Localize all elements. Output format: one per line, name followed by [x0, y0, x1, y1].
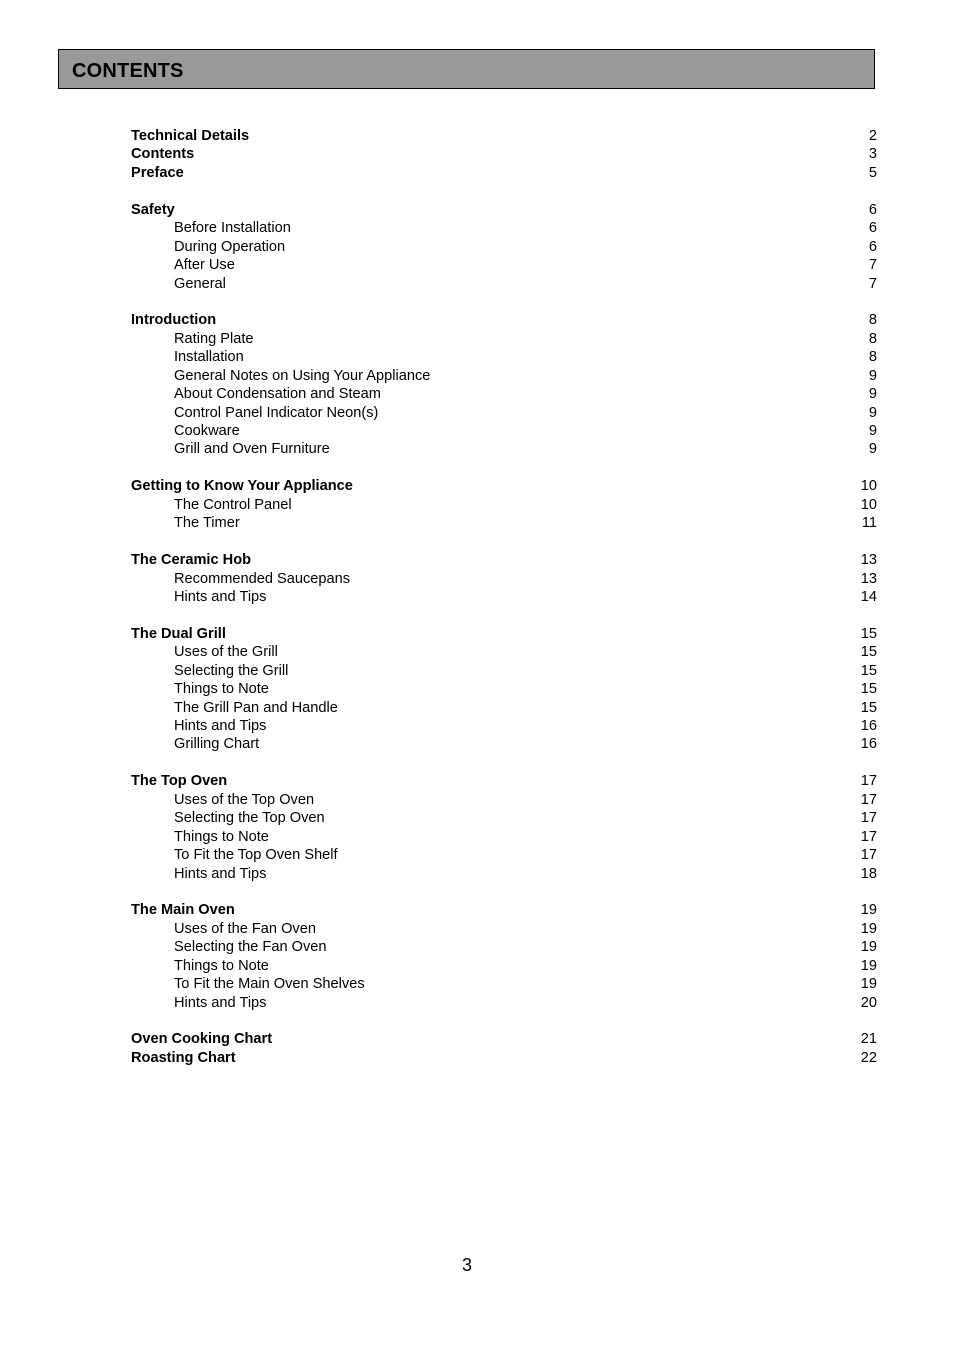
toc-entry-page: 15	[860, 625, 877, 642]
toc-entry-label: After Use	[174, 257, 235, 274]
toc-section-entry[interactable]	[131, 901, 877, 919]
toc-entry-label: Installation	[174, 349, 244, 366]
toc-subsection-entry[interactable]	[131, 496, 877, 514]
toc-entry-label: Oven Cooking Chart	[131, 1031, 273, 1048]
toc-section-entry[interactable]	[131, 477, 877, 495]
toc-entry-label: To Fit the Main Oven Shelves	[174, 976, 365, 993]
toc-subsection-entry[interactable]	[131, 404, 877, 422]
toc-entry-page: 7	[868, 257, 877, 274]
toc-section-gap	[131, 754, 877, 772]
toc-entry-page: 18	[860, 865, 877, 882]
toc-entry-page: 16	[860, 718, 877, 734]
toc-entry-label: Selecting the Grill	[174, 662, 289, 679]
toc-entry-label: Selecting the Fan Oven	[174, 939, 327, 956]
toc-entry-label: About Condensation and Steam	[174, 386, 381, 403]
toc-subsection-entry[interactable]	[131, 735, 877, 753]
toc-entry-page: 15	[860, 699, 877, 716]
toc-subsection-entry[interactable]	[131, 275, 877, 293]
toc-subsection-entry[interactable]	[131, 256, 877, 274]
toc-entry-page: 17	[860, 810, 877, 827]
toc-subsection-entry[interactable]	[131, 422, 877, 440]
table-of-contents	[131, 127, 877, 1067]
toc-entry-page: 9	[868, 423, 877, 439]
toc-section-gap	[131, 293, 877, 311]
toc-entry-label: Grill and Oven Furniture	[174, 441, 330, 458]
toc-subsection-entry[interactable]	[131, 662, 877, 680]
toc-subsection-entry[interactable]	[131, 865, 877, 883]
toc-entry-page: 13	[860, 570, 877, 587]
toc-entry-page: 17	[860, 791, 877, 808]
toc-subsection-entry[interactable]	[131, 809, 877, 827]
toc-subsection-entry[interactable]	[131, 588, 877, 606]
toc-entry-label: Things to Note	[174, 681, 269, 698]
toc-subsection-entry[interactable]	[131, 920, 877, 938]
toc-section-gap	[131, 883, 877, 901]
toc-subsection-entry[interactable]	[131, 957, 877, 975]
toc-entry-label: Rating Plate	[174, 330, 254, 347]
toc-entry-page: 9	[868, 367, 877, 384]
page-title: CONTENTS	[72, 60, 184, 82]
toc-subsection-entry[interactable]	[131, 385, 877, 403]
toc-entry-page: 11	[861, 515, 877, 532]
toc-entry-page: 8	[868, 330, 877, 347]
toc-entry-page: 19	[860, 920, 877, 937]
toc-entry-page: 19	[860, 957, 877, 974]
toc-entry-page: 19	[860, 902, 877, 919]
toc-subsection-entry[interactable]	[131, 440, 877, 458]
toc-entry-label: Safety	[131, 201, 175, 218]
toc-entry-label: The Ceramic Hob	[131, 552, 252, 569]
toc-subsection-entry[interactable]	[131, 938, 877, 956]
toc-section-entry[interactable]	[131, 551, 877, 569]
toc-entry-page: 2	[868, 128, 877, 144]
toc-subsection-entry[interactable]	[131, 846, 877, 864]
toc-entry-page: 20	[860, 994, 877, 1011]
toc-entry-label: Roasting Chart	[131, 1049, 236, 1066]
toc-entry-page: 15	[860, 644, 877, 661]
toc-entry-label: General	[174, 275, 226, 292]
toc-section-gap	[131, 533, 877, 551]
toc-subsection-entry[interactable]	[131, 330, 877, 348]
toc-subsection-entry[interactable]	[131, 791, 877, 809]
toc-subsection-entry[interactable]	[131, 367, 877, 385]
toc-entry-label: Technical Details	[131, 128, 250, 144]
toc-entry-page: 6	[868, 238, 877, 255]
toc-subsection-entry[interactable]	[131, 570, 877, 588]
toc-entry-label: Things to Note	[174, 828, 269, 845]
contents-header-bar	[58, 49, 875, 89]
toc-entry-page: 9	[868, 441, 877, 458]
toc-entry-page: 13	[860, 552, 877, 569]
toc-entry-page: 19	[860, 939, 877, 956]
toc-entry-page: 16	[860, 736, 877, 753]
toc-entry-page: 15	[860, 662, 877, 679]
toc-entry-label: Hints and Tips	[174, 865, 267, 882]
toc-entry-page: 5	[868, 164, 877, 181]
toc-section-entry[interactable]	[131, 164, 877, 182]
toc-section-entry[interactable]	[131, 145, 877, 163]
toc-section-entry[interactable]	[131, 311, 877, 329]
toc-subsection-entry[interactable]	[131, 717, 877, 735]
toc-entry-label: The Grill Pan and Handle	[174, 699, 338, 716]
toc-entry-label: Cookware	[174, 423, 240, 439]
toc-entry-label: Control Panel Indicator Neon(s)	[174, 404, 379, 421]
toc-section-gap	[131, 1012, 877, 1030]
toc-entry-label: Hints and Tips	[174, 588, 267, 605]
toc-subsection-entry[interactable]	[131, 238, 877, 256]
toc-entry-page: 9	[868, 386, 877, 403]
toc-entry-page: 9	[868, 404, 877, 421]
toc-entry-label: Preface	[131, 164, 184, 181]
page-number: 3	[461, 1255, 472, 1275]
toc-entry-page: 17	[860, 773, 877, 790]
toc-subsection-entry[interactable]	[131, 975, 877, 993]
toc-subsection-entry[interactable]	[131, 699, 877, 717]
toc-subsection-entry[interactable]	[131, 994, 877, 1012]
toc-section-entry[interactable]	[131, 1030, 877, 1048]
toc-entry-page: 8	[868, 312, 877, 329]
toc-entry-page: 10	[860, 478, 877, 495]
toc-entry-page: 6	[868, 201, 877, 218]
toc-entry-label: Getting to Know Your Appliance	[131, 478, 353, 495]
toc-section-entry[interactable]	[131, 772, 877, 790]
toc-entry-label: Recommended Saucepans	[174, 570, 351, 587]
toc-entry-label: Before Installation	[174, 220, 291, 237]
toc-subsection-entry[interactable]	[131, 680, 877, 698]
toc-entry-page: 15	[860, 681, 877, 698]
toc-entry-label: Uses of the Grill	[174, 644, 278, 661]
toc-entry-label: Things to Note	[174, 957, 269, 974]
toc-entry-label: The Dual Grill	[131, 625, 226, 642]
toc-subsection-entry[interactable]	[131, 643, 877, 661]
toc-entry-label: During Operation	[174, 238, 286, 255]
toc-entry-label: Uses of the Top Oven	[174, 791, 315, 808]
toc-entry-page: 3	[868, 146, 877, 163]
toc-entry-page: 22	[860, 1049, 877, 1066]
toc-entry-label: To Fit the Top Oven Shelf	[174, 847, 338, 864]
toc-entry-label: General Notes on Using Your Appliance	[174, 367, 431, 384]
toc-section-entry[interactable]	[131, 201, 877, 219]
toc-section-entry[interactable]	[131, 1049, 877, 1067]
toc-subsection-entry[interactable]	[131, 219, 877, 237]
toc-entry-page: 7	[868, 275, 877, 292]
toc-entry-label: Hints and Tips	[174, 994, 267, 1011]
toc-entry-label: Grilling Chart	[174, 736, 260, 753]
toc-subsection-entry[interactable]	[131, 348, 877, 366]
toc-entry-label: Uses of the Fan Oven	[174, 920, 316, 937]
toc-entry-page: 10	[860, 496, 877, 513]
toc-section-gap	[131, 459, 877, 477]
toc-entry-page: 14	[860, 588, 877, 605]
toc-subsection-entry[interactable]	[131, 828, 877, 846]
toc-entry-label: Selecting the Top Oven	[174, 810, 325, 827]
toc-entry-page: 17	[860, 828, 877, 845]
toc-entry-label: Contents	[131, 146, 195, 163]
toc-entry-label: The Top Oven	[131, 773, 228, 790]
toc-entry-page: 6	[868, 220, 877, 237]
toc-entry-page: 8	[868, 349, 877, 366]
toc-section-gap	[131, 182, 877, 200]
toc-entry-label: The Main Oven	[131, 902, 235, 919]
toc-entry-page: 17	[860, 847, 877, 864]
toc-entry-label: The Timer	[174, 515, 240, 532]
toc-section-entry[interactable]	[131, 625, 877, 643]
toc-entry-page: 21	[860, 1031, 877, 1048]
toc-section-entry[interactable]	[131, 127, 877, 145]
toc-entry-label: Hints and Tips	[174, 718, 267, 734]
toc-section-gap	[131, 606, 877, 624]
toc-entry-page: 19	[860, 976, 877, 993]
toc-subsection-entry[interactable]	[131, 514, 877, 532]
toc-entry-label: Introduction	[131, 312, 217, 329]
toc-entry-label: The Control Panel	[174, 496, 292, 513]
